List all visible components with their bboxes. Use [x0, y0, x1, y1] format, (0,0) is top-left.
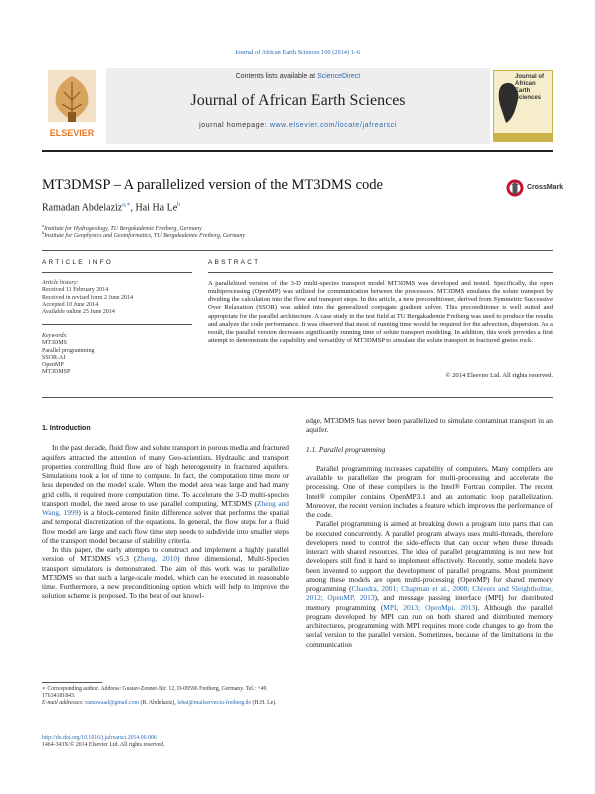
email-owner: (R. Abdelaziz), [139, 700, 178, 707]
email-link[interactable]: lehai@mailserver.tu-freiberg.de [177, 700, 252, 707]
paragraph-text: In the past decade, fluid flow and solute transport in porous media and fractured aquifers attracted the attention of many Geo-scientists. Hydraulic and transport properties controlling fluid flow are of high heterogeneity in fractured aquifers. Simulations took a lot of time to compute. In fact, the computation time more or less depended on the model scale. When the model area was large and had many grid cells, it required more computation time. To accelerate the 3-D multi-species transport model, the need arose to use parallel computing. MT3DMS ( [42, 443, 289, 508]
subsection-heading: 1.1. Parallel programming [306, 444, 386, 454]
affiliation-mark: b [42, 230, 45, 235]
affiliation [42, 230, 245, 239]
header-divider [42, 250, 553, 251]
journal-name[interactable]: Journal of African Earth Sciences [190, 92, 406, 109]
author-name[interactable]: Hai Ha Le [135, 202, 178, 214]
keyword: MT3DMSP [42, 369, 71, 376]
email-label: E-mail addresses: [42, 700, 86, 707]
keyword: Parallel programming [42, 347, 95, 354]
contents-prefix: Contents lists available at [235, 73, 318, 80]
author-name[interactable]: Ramadan Abdelaziz [42, 202, 123, 214]
article-title: MT3DMSP – A parallelized version of the MT3DMS code [42, 177, 383, 193]
affiliation-text: Institute for Hydrogeology, TU Bergakademie Freiberg, Germany [44, 226, 202, 232]
issn-line: 1464-343X/© 2014 Elsevier Ltd. All rights reserved. [42, 742, 165, 749]
homepage-url-link[interactable]: www.elsevier.com/locate/jafrearsci [269, 122, 397, 129]
journal-cover-thumbnail[interactable] [493, 70, 553, 142]
history-item: Available online 25 June 2014 [42, 309, 115, 316]
keyword: MT3DMS [42, 340, 68, 347]
journal-homepage [106, 122, 490, 129]
affiliation-mark: a [42, 223, 44, 228]
email-line [42, 700, 289, 707]
abstract-rule [208, 272, 553, 273]
corresponding-author-footnote [42, 686, 289, 708]
doi-link[interactable]: http://dx.doi.org/10.1016/j.jafrearsci.2014.06.006 [42, 735, 157, 741]
crossmark-button[interactable] [506, 179, 566, 197]
crossmark-label: CrossMark [527, 184, 564, 191]
keyword: OpenMP [42, 362, 64, 369]
right-column [306, 416, 553, 649]
article-history [42, 280, 192, 316]
paragraph-text: ) is a block-centered finite difference solver that performs the spatial and temporal discretization of the equations. In general, the flow steps for a fluid flow model are large and each flow time step needs to subdivide into smaller steps of the transport model because of stability criteria. [42, 508, 289, 545]
sciencedirect-link[interactable]: ScienceDirect [317, 73, 361, 80]
citation-link[interactable]: Zheng, 2010 [136, 554, 178, 564]
keywords-label: Keywords: [42, 333, 68, 339]
abstract-copyright: © 2014 Elsevier Ltd. All rights reserved. [445, 372, 553, 379]
contents-line [106, 73, 490, 80]
paragraph [42, 443, 289, 545]
paragraph-text: Parallel programming is aimed at breaking down a program into parts that can be executed concurrently. A parallel program always uses multi-threads, therefore developers need to control the side-effects that can occur when these threads interact with shared resources. The idea of parallel programming is not new but developers still find it hard to implement effectively. Recently, some models have been invented to support the development of parallel programs. Most prominent among these models are open multi-processing (OpenMP) for shared memory programming ( [306, 519, 553, 593]
body-divider [42, 397, 553, 398]
article-info-rule [42, 324, 192, 325]
crossmark-icon [506, 179, 524, 197]
history-item: Received 11 February 2014 [42, 287, 109, 294]
paragraph [42, 545, 289, 601]
paragraph-text: ). Although the parallel program developed by MPI can run on both shared and distributed memory architectures, programming with MPI requires more code changes to go from the serial version to the parallel version. Sometimes, because of the limitations in the communication [306, 602, 553, 649]
paragraph: Parallel programming increases capability of computers. Many compilers are available to parallelize the program for multi-processing and accelerate the processing. One of these compilers is the Intel® Fortran compiler. The recent Intel® compiler contains OpenMP3.1 and an automatic loop parallelization. Moreover, the recent version includes a feature which improves the performance of the code. [306, 463, 553, 519]
homepage-prefix: journal homepage: [199, 122, 270, 129]
article-info-heading: ARTICLE INFO [42, 259, 114, 266]
footnote-text: ∗ Corresponding author. Address: Gustav-Zeuner-Str. 12, D-09596 Freiberg, Germany. Tel.: +49 17634181843. [42, 686, 267, 700]
keywords [42, 333, 192, 377]
paragraph-text: ), and message passing interface (MPI) for distributed memory programming ( [306, 593, 554, 612]
left-column [42, 424, 289, 601]
cover-title: Journal of African Earth Sciences [515, 74, 545, 101]
masthead-banner [106, 68, 490, 144]
history-label: Article history: [42, 280, 79, 286]
footnote-rule [42, 682, 102, 683]
paragraph-text: ) three dimensional, Multi-Species transport simulators is demonstrated. The aim of this work was to parallelize MT3DMS so that such a large-scale model, which can be executed in reasonable time. Furthermore, a new preconditioning option which will help to improve the solution scheme is proposed. To the best of our knowl- [42, 554, 290, 601]
paragraph [306, 519, 553, 649]
journal-citation-link[interactable]: Journal of African Earth Sciences 100 (2014) 1–6 [234, 49, 361, 56]
journal-masthead [42, 68, 553, 144]
doi-block [42, 735, 289, 750]
elsevier-wordmark: ELSEVIER [49, 128, 95, 138]
keyword: SSOR-AI [42, 354, 66, 361]
section-heading: 1. Introduction [42, 425, 91, 432]
email-link[interactable]: ramawaad@gmail.com [85, 700, 140, 707]
abstract-heading: ABSTRACT [208, 259, 261, 266]
author-affiliation-mark[interactable]: a,∗ [122, 202, 131, 208]
elsevier-logo[interactable] [42, 68, 102, 144]
article-info-rule [42, 272, 192, 273]
history-item: Received in revised form 2 June 2014 [42, 294, 133, 301]
paragraph: edge, MT3DMS has never been parallelized to simulate contaminat transport in an aquifer. [306, 416, 553, 435]
citation-link[interactable]: Chandra, 2001; Chapman et al., 2008; Chivers and Sleightholme, 2012; OpenMP, 2013 [306, 584, 554, 603]
author-affiliation-mark[interactable]: b [177, 202, 181, 208]
affiliation-text: Institute for Geophysics and Geoinformatics, TU Bergakademie Freiberg, Germany [44, 233, 246, 239]
masthead-divider [42, 150, 553, 152]
paragraph-text: In this paper, the early attempts to construct and implement a highly parallel version of MT3DMS v5.3 ( [42, 545, 289, 564]
abstract-text: A parallelized version of the 3-D multi-species transport model MT3DMS was developed and tested. Specifically, the open multiprocessing (OpenMP) was utilized for communication between the processors. MT3DMS emulates the solute transport by dividing the calculation into the flow and transport steps. In this article, a new preconditioner, derived from Symmetric Successive Over Relaxation (SSOR) was added into the generalized conjugate gradient solver. This preconditioner is well suited and appropriate for the parallel architecture. A case study in the test field at TU Bergakademie Freiberg was used to produce the results and analyze the code performance. It was observed that most of running time would be required for the advection, dispersion. As a result, the parallel version decreases significantly running time of solute transport modeling. In addition, this work provides a first attempt to demonstrate the capability and versatility of MT3DMSP to simulate the solute transport in fractured gneiss rock. [208, 280, 553, 345]
author-separator: , [130, 202, 136, 214]
author-list [42, 201, 180, 213]
citation-link[interactable]: Zheng and Wang, 1999 [42, 498, 290, 517]
email-owner: (H.H. Le). [251, 700, 277, 707]
citation-link[interactable]: MPI, 2013; OpenMpi, 2013 [383, 602, 476, 612]
history-item: Accepted 10 June 2014 [42, 301, 99, 308]
